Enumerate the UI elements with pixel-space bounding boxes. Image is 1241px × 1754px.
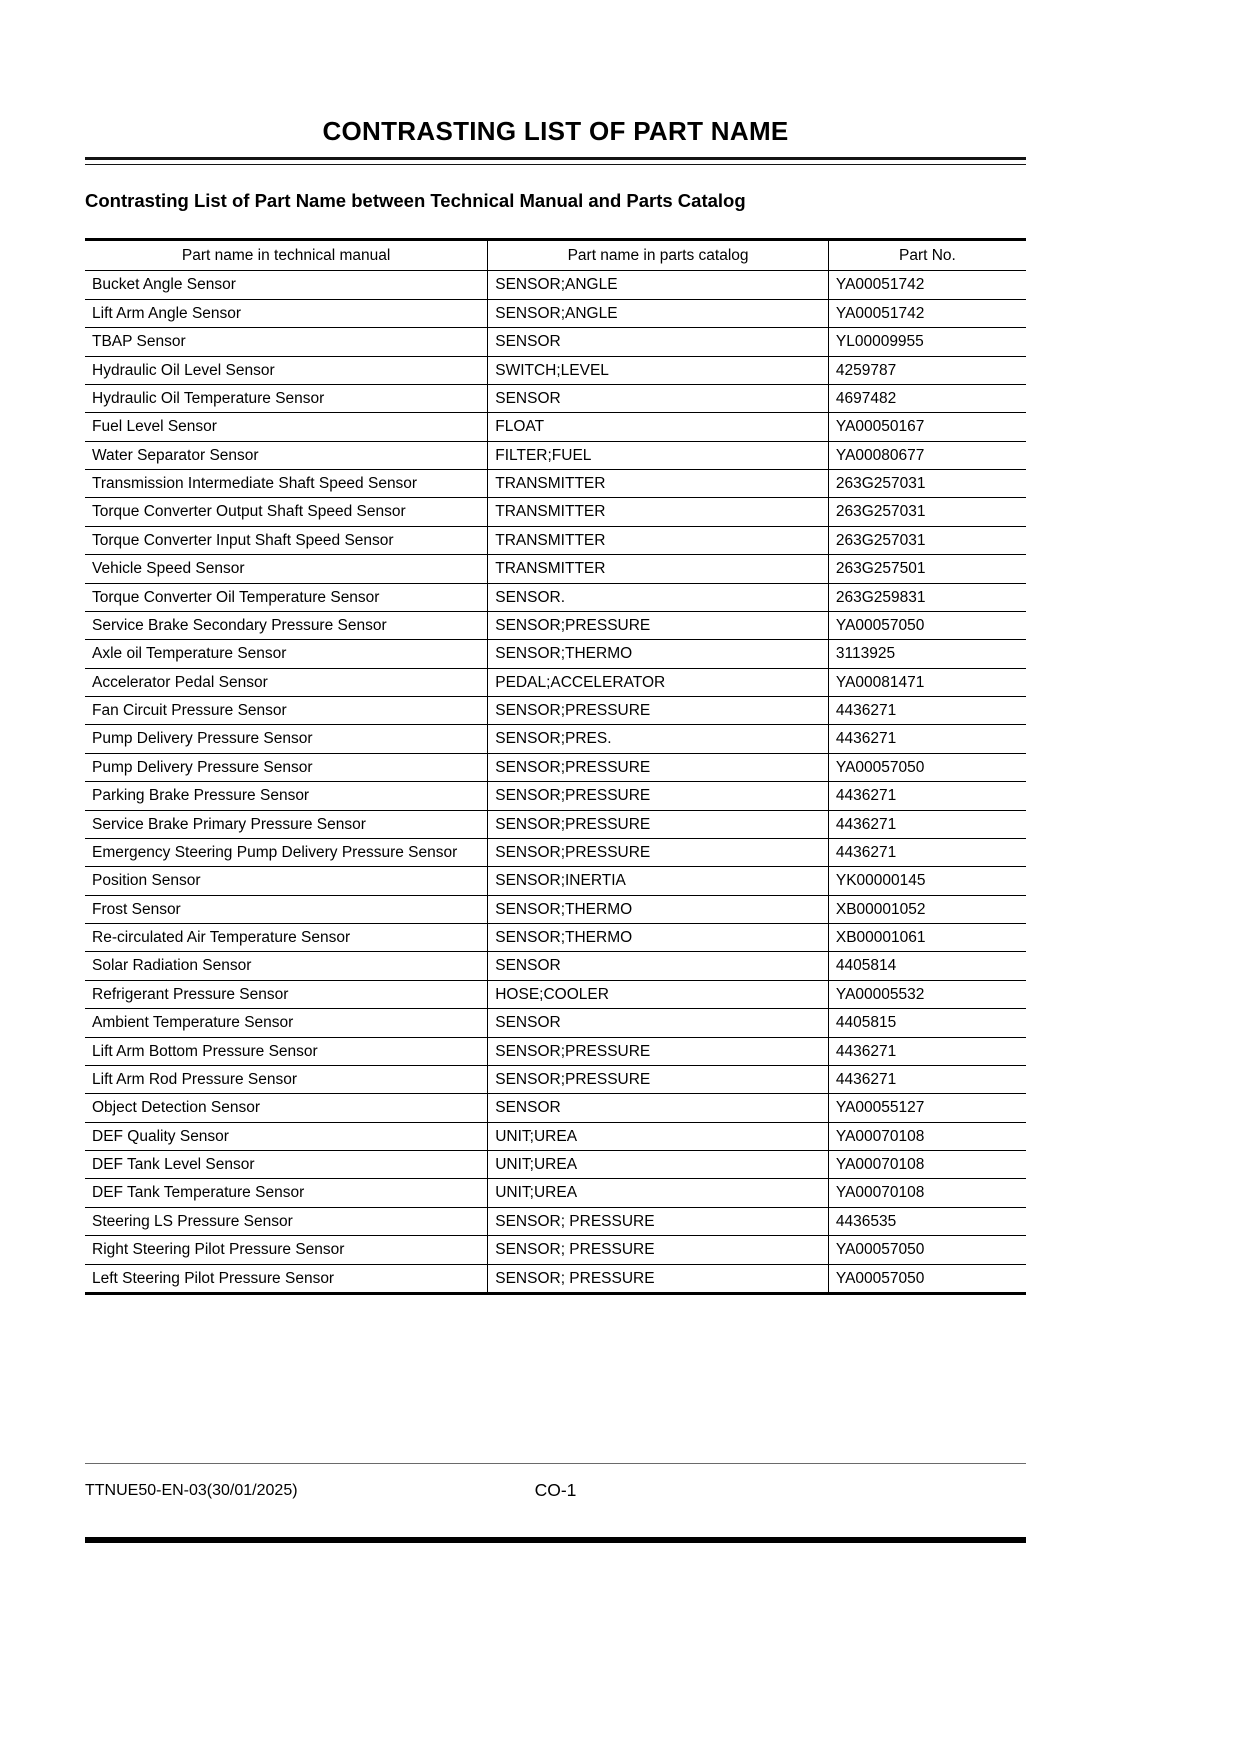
catalog-name-cell: SENSOR;PRESSURE: [488, 611, 829, 639]
table-row: [85, 867, 1026, 895]
catalog-name-cell: SENSOR;PRESSURE: [488, 753, 829, 781]
title-rule: [85, 157, 1026, 165]
table-row: [85, 668, 1026, 696]
catalog-name-cell: SENSOR: [488, 1009, 829, 1037]
catalog-name-cell: SENSOR;ANGLE: [488, 299, 829, 327]
table-row: [85, 611, 1026, 639]
column-header: Part name in parts catalog: [488, 240, 829, 271]
part-no-cell: YL00009955: [828, 328, 1026, 356]
table-row: [85, 526, 1026, 554]
tech-name-cell: Frost Sensor: [85, 895, 488, 923]
table-row: [85, 1122, 1026, 1150]
catalog-name-cell: SENSOR;PRESSURE: [488, 1037, 829, 1065]
table-row: [85, 1207, 1026, 1235]
table-row: [85, 1009, 1026, 1037]
table-row: [85, 498, 1026, 526]
tech-name-cell: Lift Arm Angle Sensor: [85, 299, 488, 327]
part-no-cell: YA00051742: [828, 299, 1026, 327]
tech-name-cell: Re-circulated Air Temperature Sensor: [85, 924, 488, 952]
part-no-cell: YK00000145: [828, 867, 1026, 895]
tech-name-cell: DEF Tank Level Sensor: [85, 1151, 488, 1179]
tech-name-cell: Lift Arm Rod Pressure Sensor: [85, 1065, 488, 1093]
catalog-name-cell: SENSOR: [488, 952, 829, 980]
catalog-name-cell: SENSOR;INERTIA: [488, 867, 829, 895]
catalog-name-cell: PEDAL;ACCELERATOR: [488, 668, 829, 696]
catalog-name-cell: TRANSMITTER: [488, 555, 829, 583]
table-row: [85, 895, 1026, 923]
page-content: [85, 0, 1026, 1295]
tech-name-cell: Ambient Temperature Sensor: [85, 1009, 488, 1037]
part-no-cell: 4436271: [828, 1065, 1026, 1093]
part-no-cell: 4436271: [828, 838, 1026, 866]
part-no-cell: 4436271: [828, 725, 1026, 753]
part-no-cell: 4436271: [828, 1037, 1026, 1065]
catalog-name-cell: SENSOR;THERMO: [488, 640, 829, 668]
table-body: [85, 271, 1026, 1294]
tech-name-cell: Fuel Level Sensor: [85, 413, 488, 441]
tech-name-cell: Hydraulic Oil Temperature Sensor: [85, 384, 488, 412]
tech-name-cell: Torque Converter Oil Temperature Sensor: [85, 583, 488, 611]
catalog-name-cell: TRANSMITTER: [488, 470, 829, 498]
footer: [85, 1480, 1026, 1504]
part-no-cell: 263G257031: [828, 526, 1026, 554]
table-row: [85, 299, 1026, 327]
catalog-name-cell: SENSOR;THERMO: [488, 924, 829, 952]
tech-name-cell: Solar Radiation Sensor: [85, 952, 488, 980]
table-row: [85, 782, 1026, 810]
table-row: [85, 555, 1026, 583]
tech-name-cell: Object Detection Sensor: [85, 1094, 488, 1122]
tech-name-cell: DEF Tank Temperature Sensor: [85, 1179, 488, 1207]
table-row: [85, 640, 1026, 668]
table-row: [85, 1179, 1026, 1207]
part-no-cell: 4436535: [828, 1207, 1026, 1235]
catalog-name-cell: TRANSMITTER: [488, 526, 829, 554]
catalog-name-cell: SENSOR;THERMO: [488, 895, 829, 923]
tech-name-cell: Service Brake Primary Pressure Sensor: [85, 810, 488, 838]
tech-name-cell: TBAP Sensor: [85, 328, 488, 356]
tech-name-cell: Vehicle Speed Sensor: [85, 555, 488, 583]
part-no-cell: XB00001061: [828, 924, 1026, 952]
footer-rule: [85, 1463, 1026, 1464]
catalog-name-cell: SENSOR;PRES.: [488, 725, 829, 753]
table-row: [85, 583, 1026, 611]
catalog-name-cell: SENSOR;PRESSURE: [488, 810, 829, 838]
table-row: [85, 1037, 1026, 1065]
catalog-name-cell: SENSOR;PRESSURE: [488, 782, 829, 810]
tech-name-cell: Refrigerant Pressure Sensor: [85, 980, 488, 1008]
part-no-cell: 4405814: [828, 952, 1026, 980]
tech-name-cell: Steering LS Pressure Sensor: [85, 1207, 488, 1235]
catalog-name-cell: SENSOR;PRESSURE: [488, 1065, 829, 1093]
part-no-cell: 4259787: [828, 356, 1026, 384]
table-header-row: [85, 240, 1026, 271]
tech-name-cell: Torque Converter Output Shaft Speed Sensor: [85, 498, 488, 526]
catalog-name-cell: TRANSMITTER: [488, 498, 829, 526]
page-title: CONTRASTING LIST OF PART NAME: [322, 116, 789, 146]
bottom-bar: [85, 1537, 1026, 1543]
section-heading: Contrasting List of Part Name between Technical Manual and Parts Catalog: [85, 190, 746, 211]
catalog-name-cell: SENSOR;PRESSURE: [488, 838, 829, 866]
footer-page-number: CO-1: [534, 1480, 577, 1500]
part-no-cell: YA00057050: [828, 1236, 1026, 1264]
tech-name-cell: Position Sensor: [85, 867, 488, 895]
part-no-cell: YA00057050: [828, 611, 1026, 639]
table-row: [85, 1094, 1026, 1122]
table-row: [85, 470, 1026, 498]
catalog-name-cell: FILTER;FUEL: [488, 441, 829, 469]
tech-name-cell: Pump Delivery Pressure Sensor: [85, 725, 488, 753]
catalog-name-cell: SENSOR; PRESSURE: [488, 1264, 829, 1293]
catalog-name-cell: SENSOR;PRESSURE: [488, 697, 829, 725]
column-header: Part No.: [828, 240, 1026, 271]
catalog-name-cell: HOSE;COOLER: [488, 980, 829, 1008]
part-no-cell: YA00051742: [828, 271, 1026, 299]
tech-name-cell: Transmission Intermediate Shaft Speed Sensor: [85, 470, 488, 498]
part-no-cell: XB00001052: [828, 895, 1026, 923]
catalog-name-cell: FLOAT: [488, 413, 829, 441]
catalog-name-cell: UNIT;UREA: [488, 1122, 829, 1150]
table-row: [85, 1264, 1026, 1293]
part-no-cell: YA00070108: [828, 1122, 1026, 1150]
tech-name-cell: Pump Delivery Pressure Sensor: [85, 753, 488, 781]
part-no-cell: YA00055127: [828, 1094, 1026, 1122]
catalog-name-cell: SENSOR; PRESSURE: [488, 1207, 829, 1235]
tech-name-cell: Torque Converter Input Shaft Speed Sensor: [85, 526, 488, 554]
part-no-cell: YA00050167: [828, 413, 1026, 441]
part-no-cell: YA00057050: [828, 753, 1026, 781]
part-no-cell: 263G257501: [828, 555, 1026, 583]
table-row: [85, 924, 1026, 952]
part-no-cell: YA00070108: [828, 1179, 1026, 1207]
parts-table: [85, 238, 1026, 1295]
part-no-cell: 263G259831: [828, 583, 1026, 611]
table-row: [85, 1236, 1026, 1264]
part-no-cell: 4436271: [828, 782, 1026, 810]
catalog-name-cell: SENSOR;ANGLE: [488, 271, 829, 299]
table-row: [85, 1065, 1026, 1093]
tech-name-cell: Water Separator Sensor: [85, 441, 488, 469]
table-row: [85, 810, 1026, 838]
catalog-name-cell: SENSOR: [488, 328, 829, 356]
footer-doc-code: TTNUE50-EN-03(30/01/2025): [85, 1482, 298, 1499]
part-no-cell: 4697482: [828, 384, 1026, 412]
column-header: Part name in technical manual: [85, 240, 488, 271]
tech-name-cell: Bucket Angle Sensor: [85, 271, 488, 299]
catalog-name-cell: UNIT;UREA: [488, 1151, 829, 1179]
part-no-cell: YA00081471: [828, 668, 1026, 696]
part-no-cell: 263G257031: [828, 498, 1026, 526]
tech-name-cell: Service Brake Secondary Pressure Sensor: [85, 611, 488, 639]
catalog-name-cell: SENSOR.: [488, 583, 829, 611]
part-no-cell: 4405815: [828, 1009, 1026, 1037]
table-row: [85, 725, 1026, 753]
table-row: [85, 413, 1026, 441]
part-no-cell: 3113925: [828, 640, 1026, 668]
tech-name-cell: Axle oil Temperature Sensor: [85, 640, 488, 668]
part-no-cell: YA00005532: [828, 980, 1026, 1008]
table-row: [85, 328, 1026, 356]
tech-name-cell: Hydraulic Oil Level Sensor: [85, 356, 488, 384]
table-row: [85, 271, 1026, 299]
part-no-cell: 4436271: [828, 697, 1026, 725]
part-no-cell: YA00070108: [828, 1151, 1026, 1179]
tech-name-cell: Fan Circuit Pressure Sensor: [85, 697, 488, 725]
tech-name-cell: Accelerator Pedal Sensor: [85, 668, 488, 696]
catalog-name-cell: UNIT;UREA: [488, 1179, 829, 1207]
table-row: [85, 980, 1026, 1008]
tech-name-cell: Left Steering Pilot Pressure Sensor: [85, 1264, 488, 1293]
table-row: [85, 384, 1026, 412]
table-row: [85, 753, 1026, 781]
tech-name-cell: Right Steering Pilot Pressure Sensor: [85, 1236, 488, 1264]
table-row: [85, 441, 1026, 469]
catalog-name-cell: SENSOR; PRESSURE: [488, 1236, 829, 1264]
catalog-name-cell: SWITCH;LEVEL: [488, 356, 829, 384]
table-row: [85, 356, 1026, 384]
tech-name-cell: Emergency Steering Pump Delivery Pressure Sensor: [85, 838, 488, 866]
part-no-cell: YA00057050: [828, 1264, 1026, 1293]
tech-name-cell: Lift Arm Bottom Pressure Sensor: [85, 1037, 488, 1065]
tech-name-cell: DEF Quality Sensor: [85, 1122, 488, 1150]
tech-name-cell: Parking Brake Pressure Sensor: [85, 782, 488, 810]
table-row: [85, 1151, 1026, 1179]
table-row: [85, 697, 1026, 725]
part-no-cell: YA00080677: [828, 441, 1026, 469]
table-row: [85, 952, 1026, 980]
catalog-name-cell: SENSOR: [488, 384, 829, 412]
table-row: [85, 838, 1026, 866]
part-no-cell: 4436271: [828, 810, 1026, 838]
catalog-name-cell: SENSOR: [488, 1094, 829, 1122]
part-no-cell: 263G257031: [828, 470, 1026, 498]
